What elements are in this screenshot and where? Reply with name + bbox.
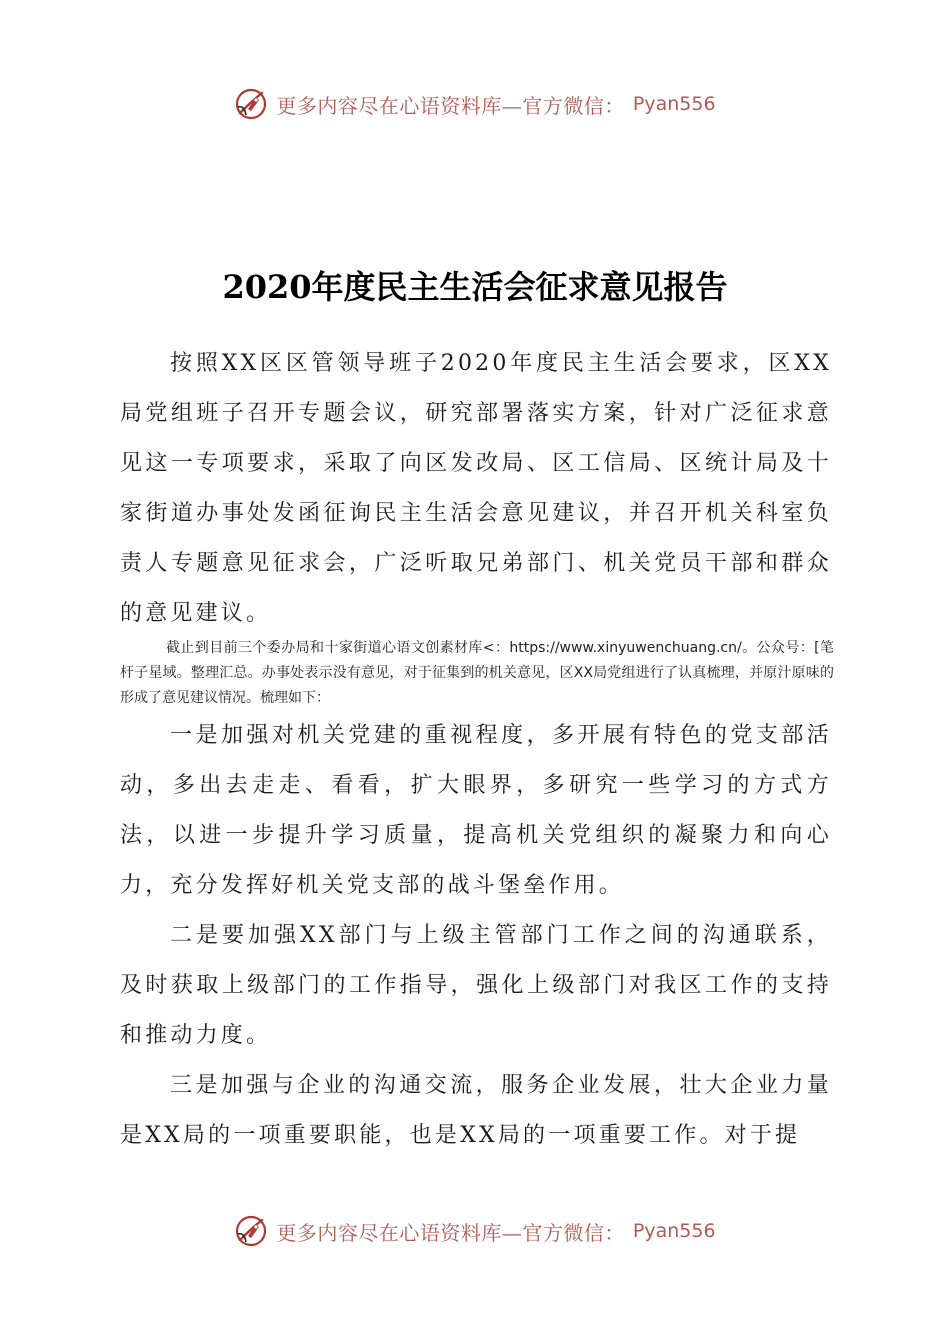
fountain-pen-emblem-icon: [234, 1214, 268, 1248]
watermark-text: 更多内容尽在心语资料库—官方微信：: [276, 93, 625, 118]
note-block: [120, 636, 834, 711]
opinion-point-3: 三是加强与企业的沟通交流，服务企业发展，壮大企业力量是XX局的一项重要职能，也是XX局的一项重要工作。对于提: [120, 1073, 832, 1148]
opinions-block: [120, 711, 832, 1161]
header-watermark: [0, 84, 950, 124]
document-title: 2020年度民主生活会征求意见报告: [222, 268, 728, 306]
footer-watermark: [0, 1211, 950, 1251]
intro-paragraph: 按照XX区区管领导班子2020年度民主生活会要求，区XX局党组班子召开专题会议，研究部署落实方案，针对广泛征求意见这一专项要求，采取了向区发改局、区工信局、区统计局及十家街道办事处发函征询民主生活会意见建议，并召开机关科室负责人专题意见征求会，广泛听取兄弟部门、机关党员干部和群众的意见建议。: [120, 351, 832, 626]
opinion-point-2: 二是要加强XX部门与上级主管部门工作之间的沟通联系，及时获取上级部门的工作指导，强化上级部门对我区工作的支持和推动力度。: [120, 923, 832, 1048]
fountain-pen-emblem-icon: [234, 87, 268, 121]
watermark-wechat-id: Pyan556: [632, 1220, 716, 1242]
watermark-wechat-id: Pyan556: [632, 93, 716, 115]
watermark-text: 更多内容尽在心语资料库—官方微信：: [276, 1220, 625, 1245]
intro-block: [120, 339, 832, 639]
source-note-paragraph: 截止到目前三个委办局和十家街道心语文创素材库<：https://www.xinyuwenchuang.cn/。公众号：[笔杆子星域。整理汇总。办事处表示没有意见，对于征集到的机关意见，区XX局党组进行了认真梳理，并原汁原味的形成了意见建议情况。梳理如下：: [120, 640, 834, 706]
opinion-point-1: 一是加强对机关党建的重视程度，多开展有特色的党支部活动，多出去走走、看看，扩大眼界，多研究一些学习的方式方法，以进一步提升学习质量，提高机关党组织的凝聚力和向心力，充分发挥好机关党支部的战斗堡垒作用。: [120, 723, 832, 898]
